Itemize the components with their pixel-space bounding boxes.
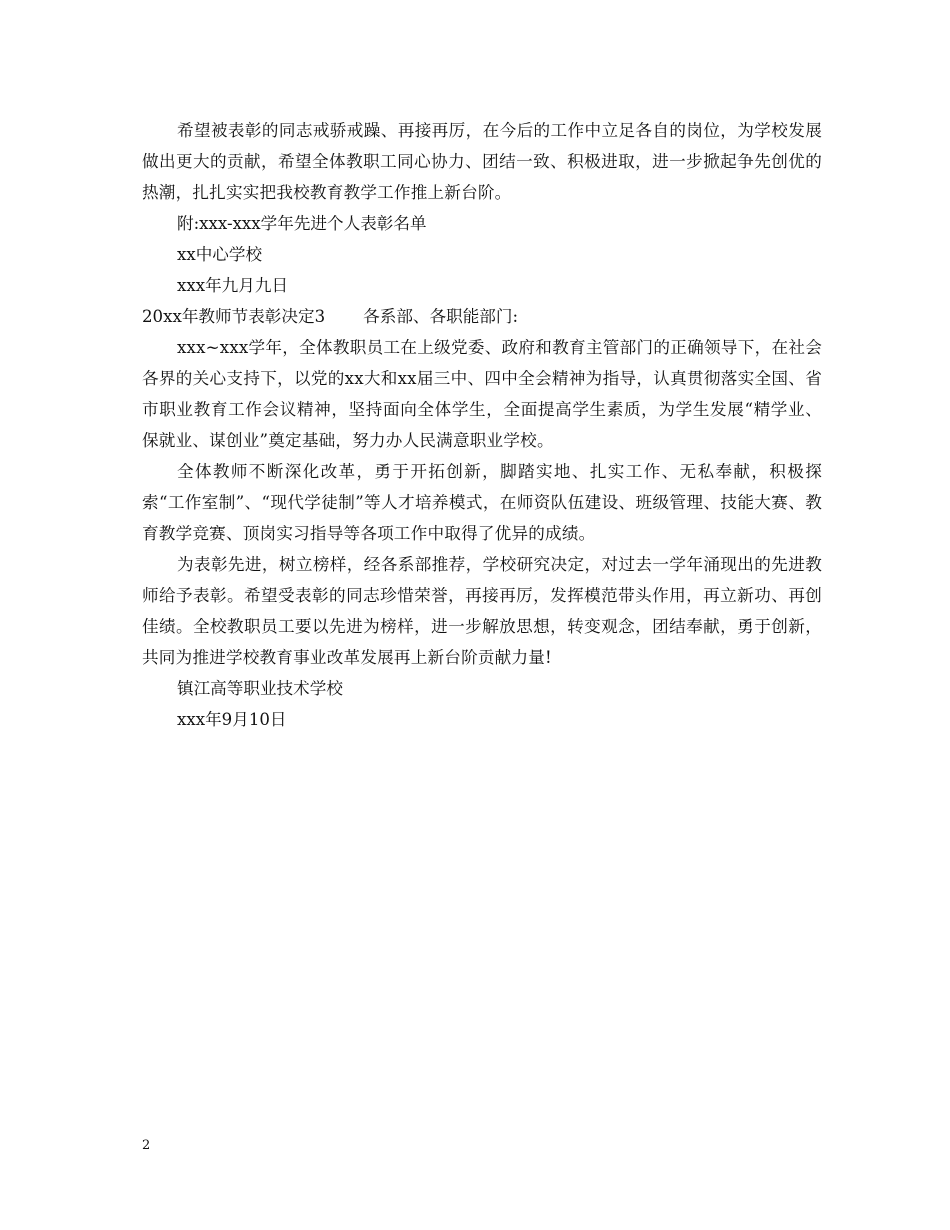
signature-date-2: xxx年9月10日 [177, 710, 287, 729]
school-signature: xx中心学校 [177, 245, 263, 264]
body-paragraph-2: 全体教师不断深化改革，勇于开拓创新，脚踏实地、扎实工作、无私奉献，积极探索“工作室制”、“现代学徒制”等人才培养模式，在师资队伍建设、班级管理、技能大赛、教育教学竞赛、顶岗实习指导等各项工作中取得了优异的成绩。 [142, 462, 822, 543]
addressee: 各系部、各职能部门: [363, 307, 519, 326]
closing-paragraph: 希望被表彰的同志戒骄戒躁、再接再厉，在今后的工作中立足各自的岗位，为学校发展做出更大的贡献，希望全体教职工同心协力、团结一致、积极进取，进一步掀起争先创优的热潮，扎扎实实把我校教育教学工作推上新台阶。 [142, 121, 822, 202]
signature-date: xxx年九月九日 [177, 276, 289, 295]
body-paragraph-1: xxx~xxx学年，全体教职员工在上级党委、政府和教育主管部门的正确领导下，在社会各界的关心支持下，以党的xx大和xx届三中、四中全会精神为指导，认真贯彻落实全国、省市职业教育工作会议精神，坚持面向全体学生，全面提高学生素质，为学生发展“精学业、保就业、谋创业”奠定基础，努力办人民满意职业学校。 [142, 338, 822, 450]
section-heading [142, 301, 822, 332]
attachment-line: 附:xxx-xxx学年先进个人表彰名单 [177, 214, 427, 233]
school-signature-2: 镇江高等职业技术学校 [177, 679, 343, 698]
heading-title: 20xx年教师节表彰决定3 [142, 307, 326, 326]
page-number: 2 [142, 1138, 151, 1153]
body-paragraph-3: 为表彰先进，树立榜样，经各系部推荐，学校研究决定，对过去一学年涌现出的先进教师给予表彰。希望受表彰的同志珍惜荣誉，再接再厉，发挥模范带头作用，再立新功、再创佳绩。全校教职员工要以先进为榜样，进一步解放思想，转变观念，团结奉献，勇于创新，共同为推进学校教育事业改革发展再上新台阶贡献力量! [142, 555, 822, 667]
document-body [142, 115, 822, 735]
